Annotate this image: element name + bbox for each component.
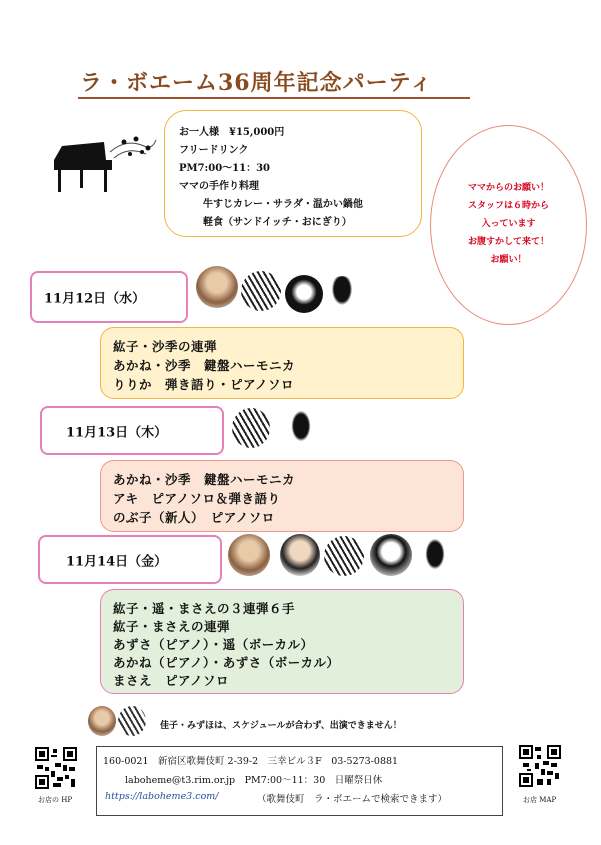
mama-note-bubble — [430, 125, 587, 325]
food-detail-text: 牛すじカレー・サラダ・温かい鍋他 — [203, 199, 363, 210]
program-line: 紘子・沙季の連弾 — [113, 339, 218, 354]
drink-text: フリードリンク — [179, 145, 249, 156]
note-line: 入っています — [481, 219, 536, 229]
performer-photo — [370, 534, 412, 576]
shop-info-box — [96, 746, 503, 816]
performer-photo — [232, 408, 270, 448]
note-line: スタッフは６時から — [467, 201, 549, 211]
performer-photo — [196, 266, 238, 308]
program-line: 紘子・遥・まさえの３連弾６手 — [113, 601, 296, 616]
performer-photo — [228, 534, 270, 576]
performer-photo — [324, 536, 364, 576]
performer-photo — [280, 534, 320, 576]
email-hours-text: laboheme@t3.rim.or.jp PM7:00～11：30 日曜祭日休 — [125, 775, 383, 786]
qr-map-label: お店 MAP — [523, 796, 557, 804]
program-line: あかね・沙季 鍵盤ハーモニカ — [113, 358, 296, 373]
program-line: あかね（ピアノ）・あずさ（ボーカル） — [113, 655, 340, 670]
performer-photo — [285, 275, 323, 313]
absent-performer-photo — [118, 706, 146, 736]
program-line: あかね・沙季 鍵盤ハーモニカ — [113, 472, 296, 487]
performer-photo — [286, 410, 316, 450]
absent-note: 佳子・みずほは、スケジュールが合わず、出演できません！ — [160, 721, 402, 731]
date-box-day1 — [30, 271, 188, 323]
program-line: 紘子・まさえの連弾 — [113, 619, 231, 634]
date-box-day2 — [40, 406, 224, 455]
note-line: お願い！ — [490, 255, 527, 265]
search-hint-text: （歌舞伎町 ラ・ボエームで検索できます） — [257, 794, 448, 805]
program-line: アキ ピアノソロ＆弾き語り — [113, 491, 281, 506]
date-label: 11月13日（木） — [66, 425, 168, 440]
food-title-text: ママの手作り料理 — [179, 181, 259, 192]
performer-photo — [420, 538, 450, 578]
program-box-day3 — [100, 589, 464, 694]
piano-icon — [48, 130, 160, 202]
date-label: 11月12日（水） — [44, 291, 146, 307]
program-line: のぶ子（新人） ピアノソロ — [113, 510, 275, 525]
program-box-day1 — [100, 327, 464, 399]
price-text: お一人様 ¥15,000円 — [179, 127, 285, 138]
note-line: お腹すかして来て！ — [467, 237, 549, 247]
page-title: ラ・ボエーム36周年記念パーティ — [80, 70, 433, 96]
qr-code-hp[interactable] — [35, 747, 77, 789]
program-box-day2 — [100, 460, 464, 532]
website-link[interactable]: https://laboheme3.com/ — [105, 791, 219, 802]
qr-hp-label: お店の HP — [38, 796, 73, 804]
address-text: 160-0021 新宿区歌舞伎町 2-39-2 三幸ビル３F 03-5273-0881 — [103, 756, 399, 767]
snack-text: 軽食（サンドイッチ・おにぎり） — [203, 217, 352, 228]
date-box-day3 — [38, 535, 222, 584]
date-label: 11月14日（金） — [66, 554, 168, 569]
absent-performer-photo — [88, 706, 116, 736]
title-underline — [78, 97, 470, 99]
qr-code-map[interactable] — [519, 745, 561, 787]
time-text: PM7:00～11：30 — [179, 163, 270, 174]
program-line: あずさ（ピアノ）・遥（ボーカル） — [113, 637, 314, 652]
performer-photo — [326, 276, 358, 314]
note-line: ママからのお願い！ — [467, 183, 549, 193]
program-line: まさえ ピアノソロ — [113, 673, 230, 688]
party-info-box — [164, 110, 422, 237]
performer-photo — [241, 271, 281, 311]
program-line: りりか 弾き語り・ピアノソロ — [113, 377, 295, 392]
